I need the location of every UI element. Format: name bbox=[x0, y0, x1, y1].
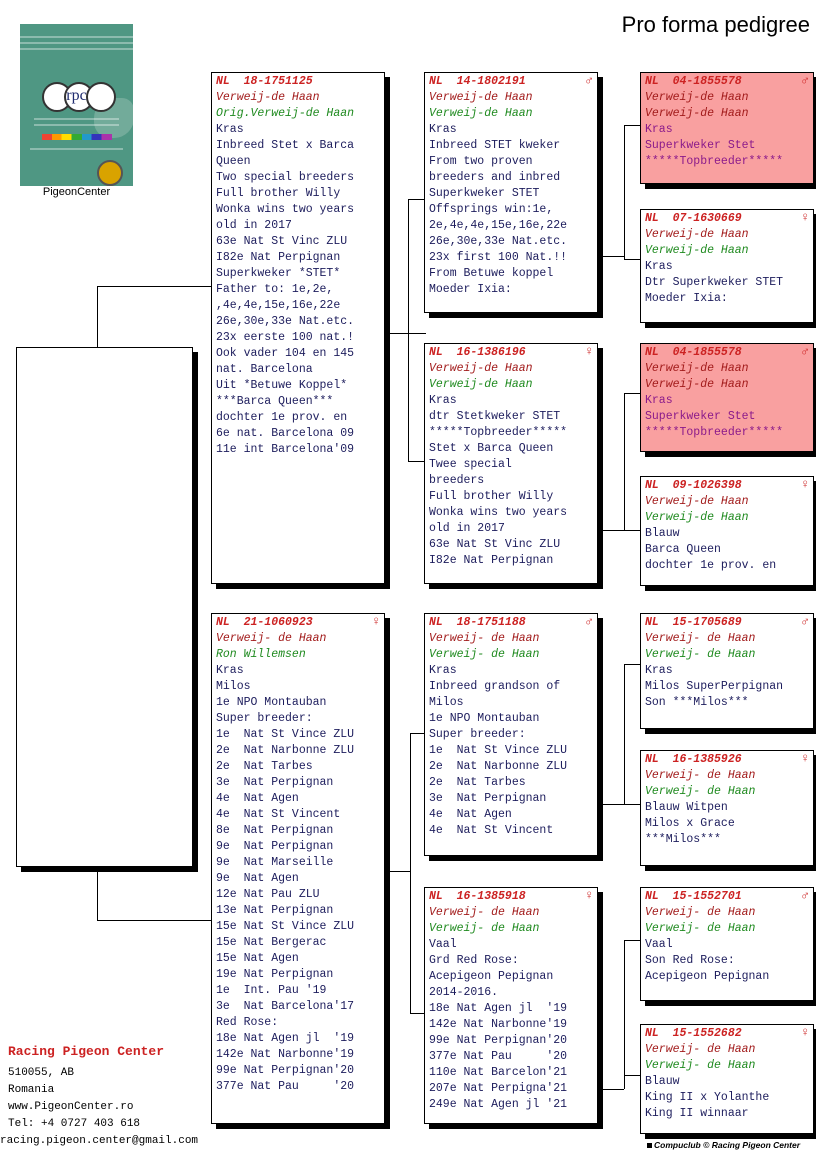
info-line: Vaal bbox=[645, 938, 673, 951]
info-line: Milos x Grace bbox=[645, 817, 735, 830]
pedigree-box-ss-dam bbox=[640, 209, 814, 323]
owner-line: Verweij-de Haan bbox=[645, 362, 749, 375]
sex-icon: ♀ bbox=[801, 1025, 809, 1040]
breeder-line: Verweij- de Haan bbox=[645, 1059, 756, 1072]
info-line: 12e Nat Pau ZLU bbox=[216, 888, 320, 901]
breeder-line: Verweij- de Haan bbox=[645, 648, 756, 661]
info-line: 3e Nat Barcelona'17 bbox=[216, 1000, 355, 1013]
info-line: 13e Nat Perpignan bbox=[216, 904, 334, 917]
info-line: 2e Nat Tarbes bbox=[429, 776, 526, 789]
ring-number: NL 09-1026398 ♀ bbox=[645, 477, 809, 492]
info-line: Offsprings win:1e, bbox=[429, 203, 554, 216]
info-line: Uit *Betuwe Koppel* bbox=[216, 379, 348, 392]
info-line: 9e Nat Marseille bbox=[216, 856, 334, 869]
info-line: dochter 1e prov. en bbox=[645, 559, 777, 572]
sex-icon: ♂ bbox=[801, 888, 809, 903]
sex-icon: ♀ bbox=[801, 751, 809, 766]
info-line: Acepigeon Pepignan bbox=[429, 970, 554, 983]
info-line: 99e Nat Perpignan'20 bbox=[216, 1064, 355, 1077]
info-line: 15e Nat Agen bbox=[216, 952, 299, 965]
breeder-line: Verweij- de Haan bbox=[429, 648, 540, 661]
info-line: 23x eerste 100 nat.! bbox=[216, 331, 355, 344]
owner-line: Verweij-de Haan bbox=[645, 228, 749, 241]
owner-line: Verweij- de Haan bbox=[645, 906, 756, 919]
info-line: 2014-2016. bbox=[429, 986, 499, 999]
info-line: 9e Nat Perpignan bbox=[216, 840, 334, 853]
ring-number: NL 16-1385926 ♀ bbox=[645, 751, 809, 766]
info-line: Son ***Milos*** bbox=[645, 696, 749, 709]
breeder-line: Verweij- de Haan bbox=[429, 922, 540, 935]
info-line: Wonka wins two years bbox=[216, 203, 355, 216]
logo-letters: rpc bbox=[66, 87, 87, 104]
owner-line: Verweij- de Haan bbox=[645, 769, 756, 782]
sex-icon: ♀ bbox=[372, 614, 380, 629]
info-line: Inbreed Stet x Barca bbox=[216, 139, 355, 152]
info-line: Super breeder: bbox=[216, 712, 313, 725]
info-line: *****Topbreeder***** bbox=[429, 426, 568, 439]
breeder-contact bbox=[0, 1043, 199, 1150]
info-line: Superkweker STET bbox=[429, 187, 540, 200]
info-line: 207e Nat Perpigna'21 bbox=[429, 1082, 568, 1095]
info-line: 4e Nat Agen bbox=[429, 808, 512, 821]
info-line: Two special breeders bbox=[216, 171, 355, 184]
info-line: 11e int Barcelona'09 bbox=[216, 443, 355, 456]
info-line: Dtr Superkweker STET bbox=[645, 276, 784, 289]
pedigree-box-ds-dam bbox=[640, 750, 814, 866]
owner-line: Verweij- de Haan bbox=[645, 1043, 756, 1056]
info-line: Queen bbox=[216, 155, 251, 168]
info-line: 18e Nat Agen jl '19 bbox=[429, 1002, 568, 1015]
info-line: 142e Nat Narbonne'19 bbox=[216, 1048, 355, 1061]
breeder-line: Verweij-de Haan bbox=[429, 107, 533, 120]
country-line: Romania bbox=[8, 1084, 55, 1096]
info-line: 19e Nat Perpignan bbox=[216, 968, 334, 981]
info-line: Father to: 1e,2e, bbox=[216, 283, 334, 296]
sex-icon: ♀ bbox=[801, 477, 809, 492]
info-line: 110e Nat Barcelon'21 bbox=[429, 1066, 568, 1079]
info-line: 9e Nat Agen bbox=[216, 872, 299, 885]
info-line: 15e Nat Bergerac bbox=[216, 936, 327, 949]
pigeon-center-logo bbox=[20, 24, 133, 186]
info-line: old in 2017 bbox=[429, 522, 505, 535]
breeder-line: Verweij-de Haan bbox=[645, 511, 749, 524]
phone-line: Tel: +4 0727 403 618 bbox=[8, 1118, 141, 1130]
info-line: Wonka wins two years bbox=[429, 506, 568, 519]
info-line: King II x Yolanthe bbox=[645, 1091, 770, 1104]
info-line: 6e nat. Barcelona 09 bbox=[216, 427, 355, 440]
owner-line: Verweij- de Haan bbox=[216, 632, 327, 645]
pedigree-box-dam-sire bbox=[424, 613, 598, 856]
info-line: 2e Nat Narbonne ZLU bbox=[216, 744, 355, 757]
address-line: 510055, AB bbox=[8, 1067, 75, 1079]
info-line: Stet x Barca Queen bbox=[429, 442, 554, 455]
breeder-line: Verweij-de Haan bbox=[429, 378, 533, 391]
info-line: Moeder Ixia: bbox=[645, 292, 728, 305]
pedigree-box-sire-dam bbox=[424, 343, 598, 584]
info-line: *****Topbreeder***** bbox=[645, 426, 784, 439]
info-line: Full brother Willy bbox=[216, 187, 341, 200]
info-line: 15e Nat St Vince ZLU bbox=[216, 920, 355, 933]
ring-number: NL 15-1552682 ♀ bbox=[645, 1025, 809, 1040]
info-line: 26e,30e,33e Nat.etc. bbox=[216, 315, 355, 328]
page-title: Pro forma pedigree bbox=[621, 12, 810, 37]
logo-caption: PigeonCenter bbox=[42, 186, 111, 198]
breeder-line: Verweij-de Haan bbox=[645, 244, 749, 257]
info-line: Kras bbox=[645, 260, 673, 273]
info-line: 18e Nat Agen jl '19 bbox=[216, 1032, 355, 1045]
info-line: 377e Nat Pau '20 bbox=[216, 1080, 355, 1093]
ring-number: NL 18-1751188 ♂ bbox=[429, 614, 593, 629]
breeder-line: Verweij-de Haan bbox=[645, 107, 749, 120]
info-line: Milos bbox=[216, 680, 251, 693]
info-line: 2e Nat Narbonne ZLU bbox=[429, 760, 568, 773]
sex-icon: ♀ bbox=[585, 344, 593, 359]
info-line: Blauw bbox=[645, 527, 680, 540]
info-line: Red Rose: bbox=[216, 1016, 279, 1029]
ring-number: NL 16-1386196 ♀ bbox=[429, 344, 593, 359]
medal-icon bbox=[97, 160, 123, 186]
info-line: 249e Nat Agen jl '21 bbox=[429, 1098, 568, 1111]
info-line: 2e Nat Tarbes bbox=[216, 760, 313, 773]
ring-number: NL 15-1705689 ♂ bbox=[645, 614, 809, 629]
info-line: 23x first 100 Nat.!! bbox=[429, 251, 568, 264]
info-line: 3e Nat Perpignan bbox=[429, 792, 547, 805]
info-line: Kras bbox=[429, 394, 457, 407]
breeder-line: Ron Willemsen bbox=[216, 648, 306, 661]
info-line: Kras bbox=[216, 123, 244, 136]
owner-line: Verweij-de Haan bbox=[645, 495, 749, 508]
owner-line: Verweij-de Haan bbox=[429, 91, 533, 104]
breeder-line: Verweij-de Haan bbox=[645, 378, 749, 391]
info-line: Blauw Witpen bbox=[645, 801, 728, 814]
ring-number: NL 04-1855578 ♂ bbox=[645, 73, 809, 88]
info-line: Grd Red Rose: bbox=[429, 954, 519, 967]
pedigree-box-dd-dam bbox=[640, 1024, 814, 1134]
info-line: I82e Nat Perpignan bbox=[216, 251, 341, 264]
breeder-line: Verweij- de Haan bbox=[645, 922, 756, 935]
info-line: 99e Nat Perpignan'20 bbox=[429, 1034, 568, 1047]
info-line: 63e Nat St Vinc ZLU bbox=[216, 235, 348, 248]
info-line: 26e,30e,33e Nat.etc. bbox=[429, 235, 568, 248]
info-line: I82e Nat Perpignan bbox=[429, 554, 554, 567]
ring-number: NL 07-1630669 ♀ bbox=[645, 210, 809, 225]
info-line: 142e Nat Narbonne'19 bbox=[429, 1018, 568, 1031]
info-line: Kras bbox=[216, 664, 244, 677]
info-line: Acepigeon Pepignan bbox=[645, 970, 770, 983]
info-line: Superkweker *STET* bbox=[216, 267, 341, 280]
pedigree-box-ds-sire bbox=[640, 613, 814, 729]
sex-icon: ♂ bbox=[801, 614, 809, 629]
info-line: 4e Nat Agen bbox=[216, 792, 299, 805]
breeder-name: Racing Pigeon Center bbox=[8, 1044, 165, 1059]
owner-line: Verweij-de Haan bbox=[645, 91, 749, 104]
info-line: 3e Nat Perpignan bbox=[216, 776, 334, 789]
owner-line: Verweij-de Haan bbox=[216, 91, 320, 104]
info-line: nat. Barcelona bbox=[216, 363, 313, 376]
info-line: 1e Nat St Vince ZLU bbox=[216, 728, 355, 741]
sex-icon: ♂ bbox=[801, 73, 809, 88]
info-line: dtr Stetkweker STET bbox=[429, 410, 561, 423]
info-line: Moeder Ixia: bbox=[429, 283, 512, 296]
sex-icon: ♂ bbox=[801, 344, 809, 359]
info-line: 8e Nat Perpignan bbox=[216, 824, 334, 837]
info-line: Vaal bbox=[429, 938, 457, 951]
info-line: 1e Int. Pau '19 bbox=[216, 984, 327, 997]
info-line: ***Barca Queen*** bbox=[216, 395, 334, 408]
info-line: *****Topbreeder***** bbox=[645, 155, 784, 168]
ring-number: NL 18-1751125 bbox=[216, 75, 313, 88]
sex-icon: ♂ bbox=[585, 614, 593, 629]
breeder-line: Orig.Verweij-de Haan bbox=[216, 107, 355, 120]
sex-icon: ♂ bbox=[585, 73, 593, 88]
software-credit bbox=[647, 1140, 800, 1150]
info-line: Kras bbox=[645, 394, 673, 407]
info-line: 4e Nat St Vincent bbox=[216, 808, 341, 821]
info-line: 1e NPO Montauban bbox=[429, 712, 540, 725]
info-line: Twee special bbox=[429, 458, 512, 471]
pedigree-box-dam bbox=[211, 613, 385, 1124]
ring-number: NL 15-1552701 ♂ bbox=[645, 888, 809, 903]
info-line: old in 2017 bbox=[216, 219, 292, 232]
website-line: www.PigeonCenter.ro bbox=[8, 1101, 134, 1113]
info-line: Son Red Rose: bbox=[645, 954, 735, 967]
info-line: 1e Nat St Vince ZLU bbox=[429, 744, 568, 757]
info-line: Superkweker Stet bbox=[645, 139, 756, 152]
info-line: Blauw bbox=[645, 1075, 680, 1088]
info-line: Kras bbox=[429, 664, 457, 677]
ring-number: NL 04-1855578 ♂ bbox=[645, 344, 809, 359]
info-line: Full brother Willy bbox=[429, 490, 554, 503]
sex-icon: ♀ bbox=[801, 210, 809, 225]
info-line: 377e Nat Pau '20 bbox=[429, 1050, 568, 1063]
sex-icon: ♀ bbox=[585, 888, 593, 903]
info-line: From Betuwe koppel bbox=[429, 267, 554, 280]
breeder-line: Verweij- de Haan bbox=[645, 785, 756, 798]
info-line: dochter 1e prov. en bbox=[216, 411, 348, 424]
ring-number: NL 21-1060923 ♀ bbox=[216, 614, 380, 629]
pedigree-box-ss-sire bbox=[640, 72, 814, 184]
ring-number: NL 16-1385918 ♀ bbox=[429, 888, 593, 903]
info-line: Inbreed STET kweker bbox=[429, 139, 561, 152]
email-line: racing.pigeon.center@gmail.com bbox=[0, 1135, 199, 1147]
info-line: Ook vader 104 en 145 bbox=[216, 347, 355, 360]
subject-pigeon-box bbox=[16, 347, 193, 867]
info-line: Kras bbox=[429, 123, 457, 136]
info-line: ***Milos*** bbox=[645, 833, 721, 846]
owner-line: Verweij-de Haan bbox=[429, 362, 533, 375]
info-line: Kras bbox=[645, 123, 673, 136]
info-line: Milos SuperPerpignan bbox=[645, 680, 784, 693]
info-line: Superkweker Stet bbox=[645, 410, 756, 423]
pedigree-box-dam-dam bbox=[424, 887, 598, 1124]
info-line: 1e NPO Montauban bbox=[216, 696, 327, 709]
pedigree-box-sd-dam bbox=[640, 476, 814, 586]
info-line: Inbreed grandson of bbox=[429, 680, 561, 693]
info-line: ,4e,4e,15e,16e,22e bbox=[216, 299, 341, 312]
info-line: breeders bbox=[429, 474, 485, 487]
owner-line: Verweij- de Haan bbox=[645, 632, 756, 645]
info-line: From two proven bbox=[429, 155, 533, 168]
info-line: breeders and inbred bbox=[429, 171, 561, 184]
owner-line: Verweij- de Haan bbox=[429, 906, 540, 919]
info-line: 63e Nat St Vinc ZLU bbox=[429, 538, 561, 551]
credit-text: Compuclub © Racing Pigeon Center bbox=[654, 1140, 801, 1150]
info-line: 2e,4e,4e,15e,16e,22e bbox=[429, 219, 568, 232]
pedigree-box-dd-sire bbox=[640, 887, 814, 1001]
info-line: Kras bbox=[645, 664, 673, 677]
info-line: Super breeder: bbox=[429, 728, 526, 741]
pedigree-box-sire bbox=[211, 72, 385, 584]
info-line: Barca Queen bbox=[645, 543, 721, 556]
info-line: King II winnaar bbox=[645, 1107, 749, 1120]
pedigree-box-sire-sire bbox=[424, 72, 598, 313]
info-line: Milos bbox=[429, 696, 464, 709]
pedigree-box-sd-sire bbox=[640, 343, 814, 452]
info-line: 4e Nat St Vincent bbox=[429, 824, 554, 837]
ring-number: NL 14-1802191 ♂ bbox=[429, 73, 593, 88]
logo-color-bar bbox=[42, 134, 112, 140]
owner-line: Verweij- de Haan bbox=[429, 632, 540, 645]
